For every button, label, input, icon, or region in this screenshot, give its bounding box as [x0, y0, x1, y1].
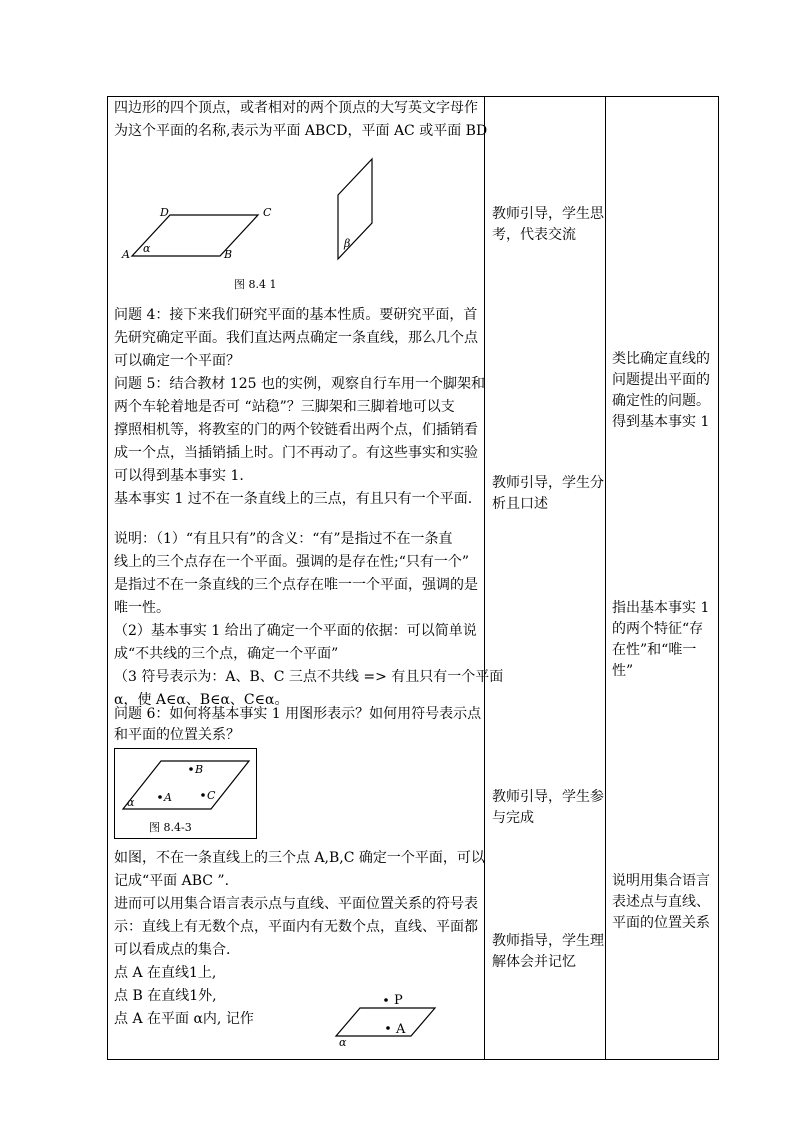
text-line: 基本事实 1 过不在一条直线上的三点，有且只有一个平面.: [114, 491, 473, 507]
figure-8-4-3: [114, 748, 257, 839]
lesson-table: [107, 96, 719, 1060]
intent-cell: 说明用集合语言 表述点与直线、 平面的位置关系: [612, 873, 710, 931]
label-A: A: [164, 791, 172, 804]
text-line: 点 A 在平面 α内, 记作: [114, 1011, 254, 1027]
text-line: 如图，不在一条直线上的三个点 A,B,C 确定一个平面，可以: [114, 850, 485, 866]
point-A: [386, 1026, 390, 1030]
point-P: [384, 998, 388, 1002]
text-line: 示：直线上有无数个点，平面内有无数个点，直线、平面都: [114, 919, 478, 935]
label-C: C: [207, 789, 216, 802]
text-line: 和平面的位置关系？: [114, 727, 240, 743]
figure-8-4-1: [108, 149, 408, 299]
text-line: 先研究确定平面。我们直达两点确定一条直线，那么几个点: [114, 330, 478, 346]
activity-cell: 教师引导，学生分 析且口述: [492, 475, 604, 512]
label-C: C: [263, 206, 272, 219]
text-line: 问题 6：如何将基本事实 1 用图形表示？如何用符号表示点: [114, 706, 482, 722]
intent-cell: 指出基本事实 1 的两个特征“存 在性”和“唯一 性”: [612, 600, 710, 679]
label-alpha: α: [339, 1036, 347, 1049]
label-P: P: [394, 993, 403, 1008]
label-A: A: [396, 1022, 406, 1037]
figure-caption: 图 8.4-3: [149, 821, 192, 834]
text-line: 可以确定一个平面？: [114, 353, 240, 369]
text-line: 记成“平面 ABC ”.: [114, 873, 230, 889]
text-line: （3 符号表示为：A、B、C 三点不共线 => 有且只有一个平面: [114, 669, 504, 685]
plane-parallelogram: [336, 1008, 435, 1036]
text-line: α，使 A∈α、B∈α、C∈α。: [114, 692, 289, 708]
text-line: 点 B 在直线1外,: [114, 988, 217, 1004]
label-alpha: α: [127, 796, 135, 809]
parallelogram-alpha: [132, 215, 258, 256]
point-B: [189, 767, 193, 771]
activity-cell: 教师引导，学生思 考，代表交流: [492, 206, 604, 243]
text-line: 可以得到基本事实 1.: [114, 468, 244, 484]
text-line: 点 A 在直线1上,: [114, 965, 217, 981]
label-alpha: α: [143, 242, 151, 255]
label-beta: β: [344, 237, 351, 250]
text-line: 问题 5：结合教材 125 也的实例，观察自行车用一个脚架和: [114, 376, 485, 392]
activity-cell: 教师引导，学生参 与完成: [492, 789, 604, 826]
point-C: [201, 793, 205, 797]
column-divider: [605, 97, 606, 1059]
column-divider: [484, 97, 485, 1059]
text-line: 两个车轮着地是否可 “站稳”？三脚架和三脚着地可以支: [114, 399, 455, 415]
text-line: 是指过不在一条直线的三个点存在唯一一个平面，强调的是: [114, 577, 478, 593]
activity-cell: 教师指导，学生理 解体会并记忆: [492, 933, 604, 970]
text-line: 四边形的四个顶点，或者相对的两个顶点的大写英文字母作: [114, 100, 478, 116]
text-line: 可以看成点的集合.: [114, 942, 231, 958]
label-D: D: [160, 206, 169, 219]
label-A: A: [122, 248, 130, 261]
text-line: 说明：（1）“有且只有”的含义：“有”是指过不在一条直: [114, 531, 453, 547]
text-line: 撑照相机等，将教室的门的两个铰链看出两个点，们插销看: [114, 422, 478, 438]
label-B: B: [224, 248, 233, 261]
figure-point-plane: [330, 990, 440, 1050]
text-line: 为这个平面的名称,表示为平面 ABCD，平面 AC 或平面 BD: [114, 123, 488, 139]
label-B: B: [195, 763, 204, 776]
text-line: 唯一性。: [114, 600, 170, 616]
text-line: 进而可以用集合语言表示点与直线、平面位置关系的符号表: [114, 896, 478, 912]
figure-8-4-3-drawing: [115, 749, 255, 837]
text-line: 线上的三个点存在一个平面。强调的是存在性;“只有一个”: [114, 554, 470, 570]
text-line: 问题 4：接下来我们研究平面的基本性质。要研究平面，首: [114, 307, 478, 323]
plane-parallelogram: [123, 761, 249, 809]
text-line: 成一个点，当插销插上时。门不再动了。有这些事实和实验: [114, 445, 478, 461]
figure-caption: 图 8.4 1: [234, 278, 277, 291]
intent-cell: 类比确定直线的 问题提出平面的 确定性的问题。 得到基本事实 1: [612, 351, 710, 430]
text-line: 成“不共线的三个点，确定一个平面”: [114, 646, 339, 662]
point-A: [158, 795, 162, 799]
text-line: （2）基本事实 1 给出了确定一个平面的依据：可以简单说: [114, 623, 477, 639]
